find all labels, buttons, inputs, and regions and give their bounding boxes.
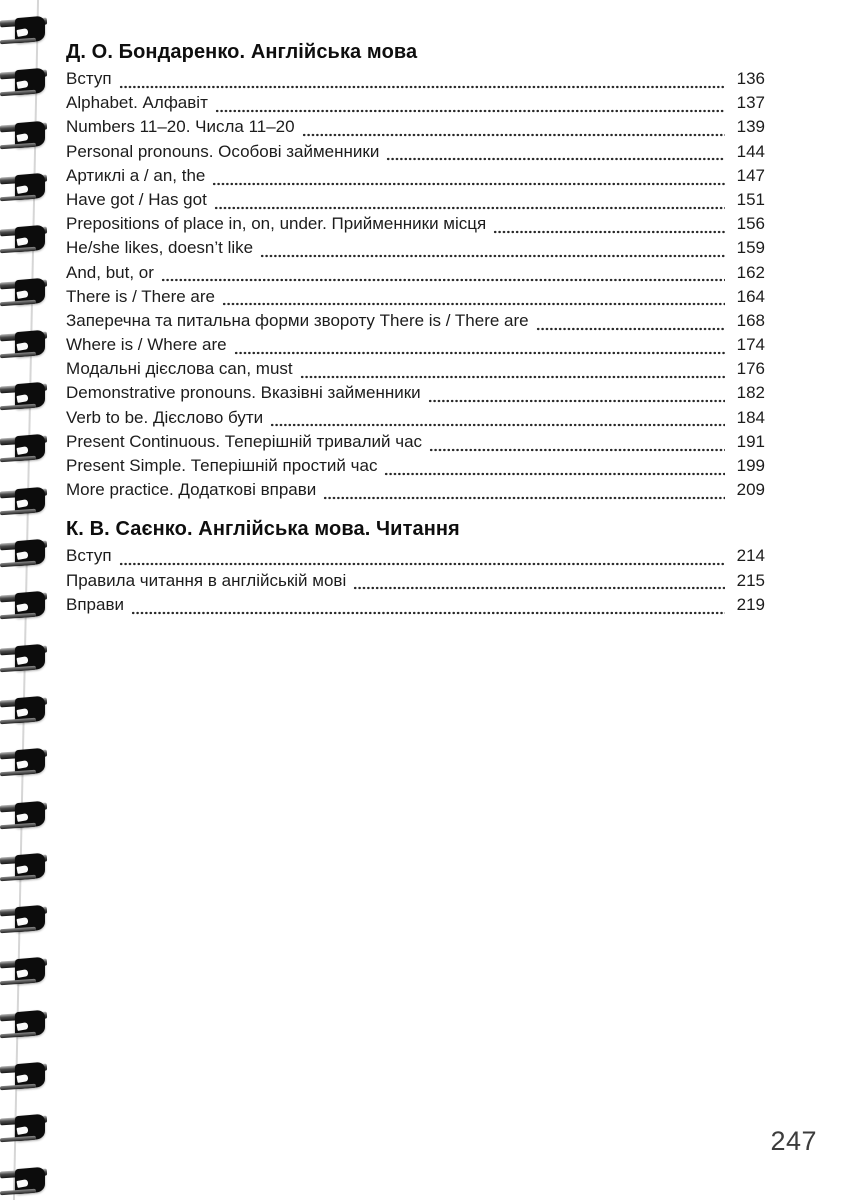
toc-entry-title: Вступ (66, 69, 112, 88)
toc-entry-page: 199 (736, 456, 765, 475)
coil-wire-bottom-icon (0, 456, 36, 463)
toc-entry-page: 184 (736, 407, 765, 427)
toc-entry-title: Модальні дієслова can, must (66, 359, 293, 379)
spiral-coil (0, 1165, 58, 1199)
toc-entry-page: 162 (736, 262, 765, 282)
toc-entry (66, 166, 765, 190)
toc-entry (66, 546, 765, 570)
dot-leader (536, 325, 725, 331)
toc-entry (66, 214, 765, 238)
coil-wire-bottom-icon (0, 38, 36, 45)
coil-highlight-icon (16, 813, 28, 822)
toc-entry (66, 359, 765, 383)
toc-entry (66, 287, 765, 311)
toc-entry (66, 335, 765, 359)
coil-highlight-icon (16, 290, 28, 299)
dot-leader (215, 107, 725, 113)
toc-entry-title: Numbers 11–20. Числа 11–20 (66, 117, 295, 137)
coil-wire-bottom-icon (0, 352, 36, 359)
page-number: 247 (770, 1126, 817, 1156)
spiral-coil (0, 1112, 58, 1146)
coil-wire-bottom-icon (0, 299, 36, 306)
toc-entry-page: 176 (736, 359, 765, 379)
toc-entry-title: Вступ (66, 546, 112, 566)
toc-entry-page: 144 (736, 141, 765, 161)
toc-entry-title: Prepositions of place in, on, under. Прийменники місця (66, 214, 487, 234)
section-heading: Д. О. Бондаренко. Англійська мова (66, 41, 418, 63)
toc-entry (66, 69, 765, 93)
toc-section (66, 517, 765, 619)
toc-entry (66, 311, 765, 335)
toc-entry-page: 147 (736, 165, 765, 185)
toc-entry-page: 174 (736, 335, 765, 355)
toc-entry (66, 595, 765, 619)
toc-entry-title: Demonstrative pronouns. Вказівні займенники (66, 383, 421, 403)
toc-entry-title: Вправи (66, 594, 124, 614)
dot-leader (131, 609, 725, 615)
toc-entry (66, 408, 765, 432)
toc-entry-page: 136 (736, 69, 765, 88)
toc-entry-page: 215 (736, 570, 765, 590)
toc-entry (66, 142, 765, 166)
coil-wire-bottom-icon (0, 247, 36, 254)
toc-entry-page: 209 (736, 480, 765, 500)
toc-entry-page: 137 (736, 93, 765, 113)
dot-leader (428, 398, 725, 404)
dot-leader (384, 470, 725, 476)
toc-entry (66, 263, 765, 287)
toc-entry (66, 190, 765, 214)
toc-entry-page: 214 (736, 546, 765, 566)
dot-leader (323, 494, 725, 500)
toc-entry-title: Verb to be. Дієслово бути (66, 407, 264, 427)
spiral-coil (0, 380, 58, 414)
dot-leader (302, 132, 725, 138)
spiral-coil (0, 485, 58, 519)
toc-entry-title: And, but, or (66, 262, 154, 282)
spiral-coil (0, 1008, 58, 1042)
dot-leader (493, 228, 725, 234)
toc-entry-title: Present Continuous. Теперішній тривалий час (66, 431, 423, 451)
toc-entry-page: 182 (736, 383, 765, 403)
coil-wire-bottom-icon (0, 1188, 36, 1195)
toc-entry-title: Артиклі a / an, the (66, 165, 206, 185)
coil-wire-bottom-icon (0, 508, 36, 515)
spiral-coil (0, 589, 58, 623)
coil-wire-bottom-icon (0, 1136, 36, 1143)
spiral-coil (0, 642, 58, 676)
spiral-coil (0, 799, 58, 833)
dot-leader (270, 422, 725, 428)
toc-entry (66, 456, 765, 480)
spiral-coil (0, 903, 58, 937)
toc-entry-page: 139 (736, 117, 765, 137)
coil-wire-bottom-icon (0, 770, 36, 777)
toc-entry (66, 93, 765, 117)
toc-entry-title: There is / There are (66, 286, 215, 306)
spiral-coil (0, 119, 58, 153)
coil-wire-bottom-icon (0, 561, 36, 568)
dot-leader (119, 83, 725, 89)
spiral-coil (0, 66, 58, 100)
toc-section (66, 40, 765, 504)
spiral-coil (0, 432, 58, 466)
toc-entry-title: Personal pronouns. Особові займенники (66, 141, 380, 161)
coil-wire-bottom-icon (0, 718, 36, 725)
dot-leader (260, 253, 725, 259)
spiral-coil (0, 276, 58, 310)
toc-entry-page: 219 (736, 594, 765, 614)
dot-leader (222, 301, 725, 307)
spiral-coil (0, 328, 58, 362)
spiral-coil (0, 223, 58, 257)
coil-wire-bottom-icon (0, 875, 36, 882)
toc-entry-page: 151 (736, 189, 765, 209)
coil-wire-bottom-icon (0, 1031, 36, 1038)
toc-entry (66, 432, 765, 456)
dot-leader (119, 561, 725, 567)
toc-entry-page: 164 (736, 286, 765, 306)
coil-wire-bottom-icon (0, 142, 36, 149)
coil-wire-bottom-icon (0, 90, 36, 97)
spiral-coil (0, 955, 58, 989)
dot-leader (161, 277, 725, 283)
toc-entry-title: More practice. Додаткові вправи (66, 480, 317, 500)
coil-wire-bottom-icon (0, 979, 36, 986)
toc-entry-title: Правила читання в англійській мові (66, 570, 347, 590)
toc-entry-page: 168 (736, 310, 765, 330)
toc-entry-page: 191 (736, 431, 765, 451)
spiral-coil (0, 694, 58, 728)
toc-entry-title: Present Simple. Теперішній простий час (66, 456, 378, 475)
toc-entry-title: Have got / Has got (66, 189, 207, 209)
coil-wire-bottom-icon (0, 927, 36, 934)
spiral-coil (0, 171, 58, 205)
coil-wire-bottom-icon (0, 665, 36, 672)
toc-entry (66, 383, 765, 407)
toc-entry (66, 571, 765, 595)
coil-wire-bottom-icon (0, 822, 36, 829)
spiral-coil (0, 14, 58, 48)
toc-entry-page: 159 (736, 238, 765, 258)
dot-leader (300, 373, 725, 379)
toc-entry (66, 480, 765, 504)
toc-entry (66, 117, 765, 141)
coil-wire-bottom-icon (0, 404, 36, 411)
section-heading: К. В. Саєнко. Англійська мова. Читання (66, 518, 460, 541)
coil-wire-bottom-icon (0, 195, 36, 202)
spiral-binding (0, 0, 62, 1200)
toc-entry-title: He/she likes, doesn’t like (66, 238, 254, 258)
coil-wire-bottom-icon (0, 613, 36, 620)
table-of-contents (66, 40, 765, 619)
coil-wire-bottom-icon (0, 1084, 36, 1091)
dot-leader (386, 156, 725, 162)
toc-entry-title: Заперечна та питальна форми звороту There is / There are (66, 310, 529, 330)
dot-leader (429, 446, 725, 452)
dot-leader (214, 204, 725, 210)
spiral-coil (0, 537, 58, 571)
spiral-coil (0, 1060, 58, 1094)
dot-leader (353, 585, 725, 591)
toc-entry-title: Where is / Where are (66, 335, 227, 355)
dot-leader (234, 349, 725, 355)
toc-entry-title: Alphabet. Алфавіт (66, 93, 208, 113)
dot-leader (212, 180, 725, 186)
spiral-coil (0, 851, 58, 885)
spiral-coil (0, 746, 58, 780)
toc-entry (66, 238, 765, 262)
toc-entry-page: 156 (736, 214, 765, 234)
